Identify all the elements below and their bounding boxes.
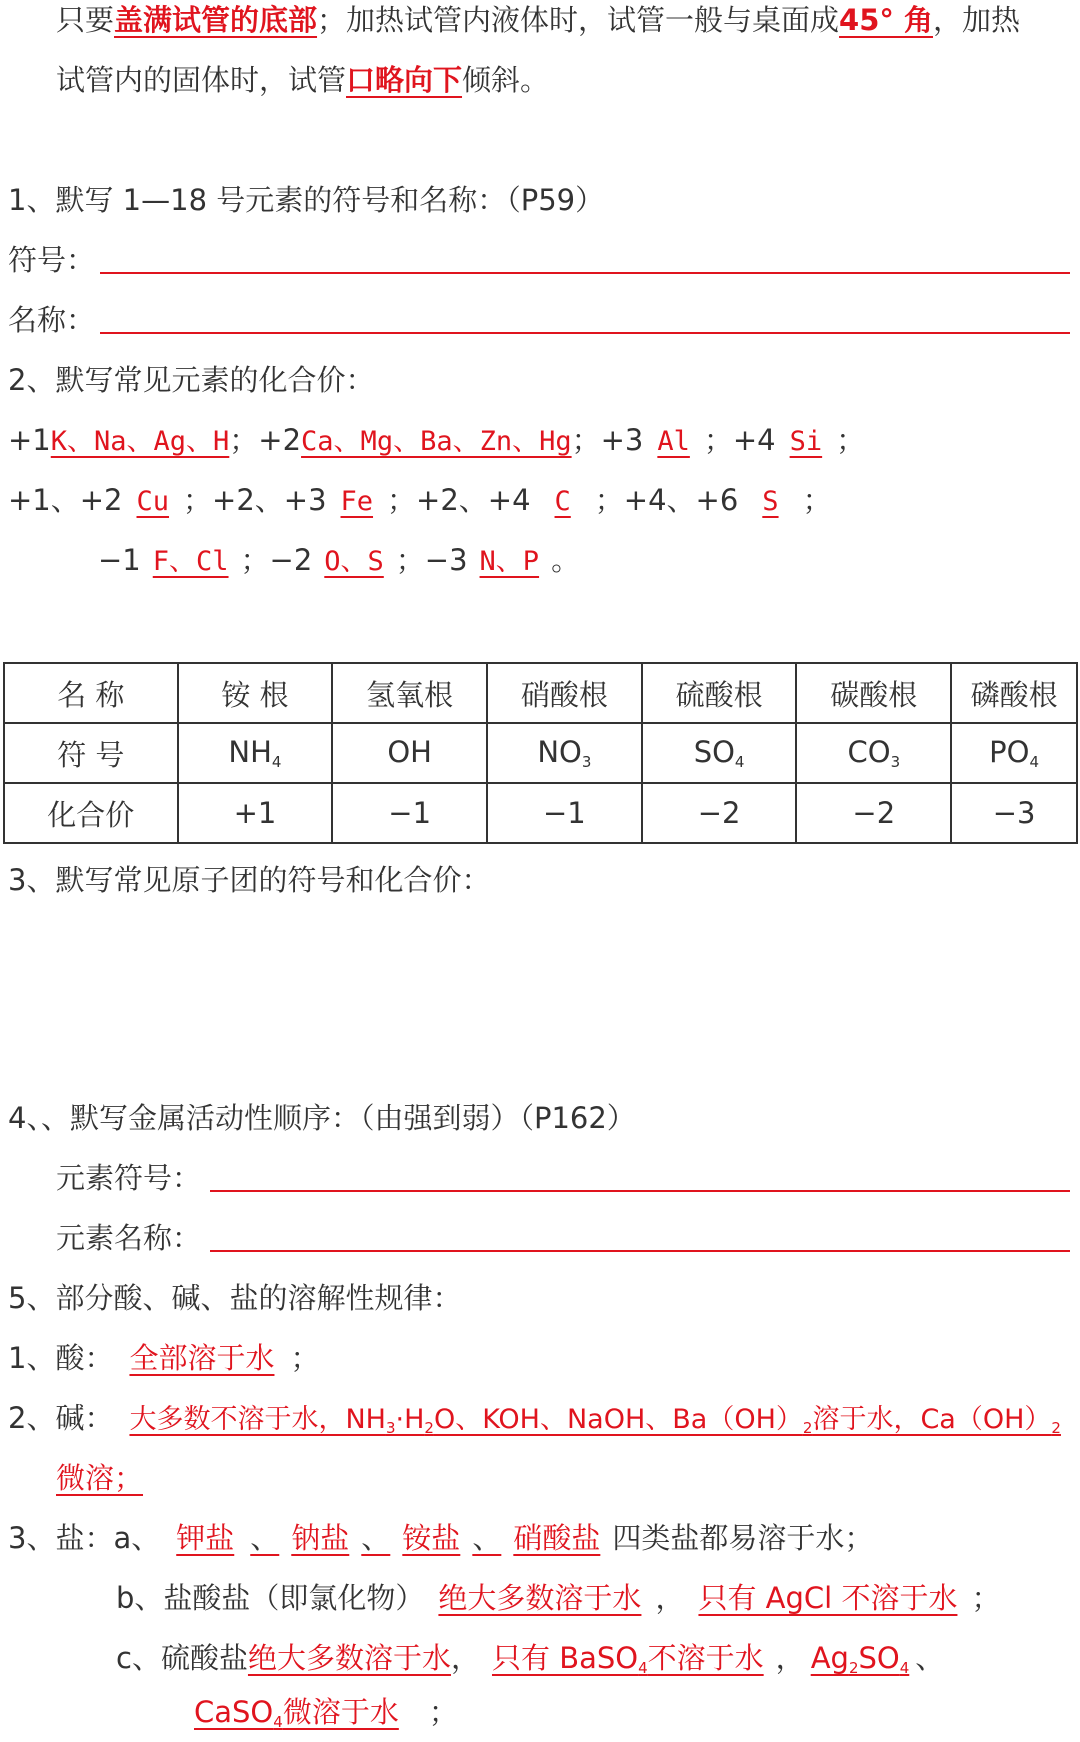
- answer-fill: 铵盐: [402, 1521, 461, 1555]
- q2-heading: 2、默写常见元素的化合价：: [8, 363, 375, 397]
- salt-c-label: c、硫酸盐: [116, 1641, 248, 1675]
- salt-label: 3、盐：a、: [8, 1521, 161, 1555]
- ion-name: 铵 根: [178, 663, 333, 723]
- answer-fill: S: [762, 486, 779, 517]
- intro-text: ；加热试管内液体时，试管一般与桌面成: [317, 3, 840, 37]
- subscript: 4: [638, 1659, 648, 1677]
- q4-name-label: 元素名称：: [56, 1221, 202, 1255]
- subscript: 3: [385, 1419, 396, 1437]
- q2-row-3: [98, 540, 580, 582]
- answer-fill: N、P: [479, 546, 540, 577]
- salt-c-end: ；: [428, 1695, 458, 1729]
- answer-fill: [480, 1641, 776, 1675]
- intro-text: 试管内的固体时，试管: [56, 63, 347, 97]
- answer-fill: K、Na、Ag、H: [50, 426, 230, 457]
- separator: 、: [915, 1641, 945, 1675]
- ion-valence: −3: [951, 783, 1077, 843]
- separator: ，: [775, 1641, 805, 1675]
- answer-part: O、KOH、NaOH、Ba（OH）: [433, 1404, 803, 1435]
- ion-symbol-subscript: 4: [734, 753, 745, 771]
- answer-fill: C: [554, 486, 571, 517]
- answer-fill: F、Cl: [152, 546, 229, 577]
- q2-row-2: [8, 480, 832, 522]
- separator: ，: [450, 1641, 480, 1675]
- answer-part: 不溶于水: [647, 1641, 764, 1675]
- answer-fill: Al: [657, 426, 690, 457]
- q5-base-cont: [56, 1458, 143, 1498]
- base-label: 2、碱：: [8, 1401, 114, 1435]
- intro-line-2: [56, 60, 549, 100]
- q4-heading: 4、、默写金属活动性顺序：（由强到弱）（P162）: [8, 1101, 636, 1135]
- valence-label: ；: [802, 483, 832, 517]
- ion-symbol-text: CO: [847, 735, 891, 769]
- answer-fill: 钾盐: [176, 1521, 235, 1555]
- answer-fill: 只有 AgCl 不溶于水: [698, 1581, 958, 1615]
- salt-b-end: ；: [971, 1581, 1001, 1615]
- answer-fill: 钠盐: [291, 1521, 350, 1555]
- answer-fill: 微溶；: [56, 1461, 144, 1495]
- intro-text: ，加热: [933, 3, 1021, 37]
- separator: 、: [472, 1521, 502, 1555]
- ion-valence: −2: [796, 783, 951, 843]
- q5-salt-c-cont: [164, 1692, 458, 1742]
- q1-name-label: 名称：: [8, 303, 96, 337]
- q5-salt-c-line: [116, 1638, 944, 1688]
- answer-fill: Fe: [340, 486, 374, 517]
- ion-symbol: [951, 723, 1077, 783]
- subscript: 2: [424, 1419, 434, 1437]
- q5-acid-line: [8, 1338, 319, 1378]
- valence-label: ；: [836, 423, 866, 457]
- valence-label: +1: [8, 423, 51, 457]
- valence-label: ；−2: [240, 543, 313, 577]
- valence-label: ；+2、+4: [387, 483, 531, 517]
- ion-name: 氢氧根: [332, 663, 487, 723]
- valence-label: ；+3: [571, 423, 644, 457]
- separator: ，: [655, 1581, 685, 1615]
- answer-part: ·H: [395, 1404, 425, 1435]
- ion-table: [3, 662, 1078, 844]
- valence-label: +1、+2: [8, 483, 123, 517]
- valence-label: ；−3: [395, 543, 468, 577]
- q5-salt-a-line: [8, 1518, 873, 1558]
- q2-row-1: [8, 420, 865, 462]
- ion-name: 硝酸根: [487, 663, 642, 723]
- salt-b-label: b、盐酸盐（即氯化物）: [116, 1581, 425, 1615]
- separator: 、: [250, 1521, 280, 1555]
- answer-fill: Cu: [136, 486, 170, 517]
- q5-base-line: [8, 1398, 1061, 1448]
- answer-fill: 绝大多数溶于水: [438, 1581, 642, 1615]
- ion-valence: −1: [487, 783, 642, 843]
- answer-fill: [805, 1641, 916, 1675]
- answer-part: 大多数不溶于水，NH: [129, 1404, 386, 1435]
- table-row-valences: [4, 783, 1077, 843]
- row-header-symbol: 符 号: [4, 723, 178, 783]
- subscript: 2: [802, 1419, 813, 1437]
- q1-name-blank: [100, 332, 1070, 334]
- q3-heading: 3、默写常见原子团的符号和化合价：: [8, 863, 491, 897]
- answer-part: 微溶于水: [282, 1695, 399, 1729]
- ion-symbol: [642, 723, 797, 783]
- answer-fill: O、S: [324, 546, 384, 577]
- answer-part: CaSO: [194, 1695, 274, 1729]
- answer-fill: 绝大多数溶于水: [247, 1641, 451, 1675]
- q4-name-blank: [210, 1250, 1070, 1252]
- valence-label: ；+2、+3: [183, 483, 327, 517]
- intro-text: 倾斜。: [462, 63, 550, 97]
- ion-symbol-text: NO: [537, 735, 582, 769]
- ion-symbol-subscript: 3: [581, 753, 592, 771]
- valence-label: 。: [551, 543, 581, 577]
- separator: 、: [361, 1521, 391, 1555]
- q5-heading: 5、部分酸、碱、盐的溶解性规律：: [8, 1281, 462, 1315]
- q4-symbol-label: 元素符号：: [56, 1161, 202, 1195]
- intro-line-1: [56, 0, 1020, 40]
- acid-label: 1、酸：: [8, 1341, 114, 1375]
- valence-label: −1: [98, 543, 141, 577]
- ion-symbol-subscript: 4: [271, 753, 282, 771]
- answer-fill: 口略向下: [346, 63, 463, 97]
- table-row-symbols: [4, 723, 1077, 783]
- q5-salt-b-line: [116, 1578, 1000, 1618]
- table-row-names: [4, 663, 1077, 723]
- row-header-name: 名 称: [4, 663, 178, 723]
- answer-fill: Ca、Mg、Ba、Zn、Hg: [301, 426, 572, 457]
- row-header-valence: 化合价: [4, 783, 178, 843]
- acid-end: ；: [290, 1341, 320, 1375]
- q1-heading: 1、默写 1—18 号元素的符号和名称：（P59）: [8, 183, 605, 217]
- answer-part: Ag: [810, 1641, 849, 1675]
- ion-symbol-subscript: 4: [1029, 753, 1040, 771]
- ion-symbol-text: PO: [989, 735, 1030, 769]
- ion-symbol: [796, 723, 951, 783]
- subscript: 2: [848, 1659, 859, 1677]
- answer-fill: 盖满试管的底部: [114, 3, 318, 37]
- answer-part: 只有 BaSO: [491, 1641, 639, 1675]
- subscript: 4: [899, 1659, 910, 1677]
- ion-valence: −2: [642, 783, 797, 843]
- answer-part: 溶于水，Ca（OH）: [812, 1404, 1052, 1435]
- answer-fill: 硝酸盐: [513, 1521, 601, 1555]
- answer-fill: 45° 角: [839, 3, 933, 37]
- salt-a-end: 四类盐都易溶于水；: [612, 1521, 874, 1555]
- valence-label: ；+2: [229, 423, 302, 457]
- ion-symbol: [178, 723, 333, 783]
- ion-symbol: [487, 723, 642, 783]
- subscript: 2: [1051, 1419, 1061, 1437]
- ion-name: 硫酸根: [642, 663, 797, 723]
- ion-symbol-text: SO: [693, 735, 735, 769]
- ion-name: 碳酸根: [796, 663, 951, 723]
- subscript: 4: [273, 1713, 283, 1731]
- ion-valence: −1: [332, 783, 487, 843]
- valence-label: ；+4: [703, 423, 776, 457]
- q1-symbol-blank: [100, 272, 1070, 274]
- ion-symbol: [332, 723, 487, 783]
- ion-name: 磷酸根: [951, 663, 1077, 723]
- answer-fill: [113, 1404, 1061, 1435]
- intro-text: 只要: [56, 3, 115, 37]
- ion-symbol-subscript: 3: [890, 753, 901, 771]
- answer-part: SO: [858, 1641, 900, 1675]
- q4-symbol-blank: [210, 1190, 1070, 1192]
- answer-fill: Si: [789, 426, 823, 457]
- ion-symbol-text: NH: [228, 735, 272, 769]
- answer-fill: [164, 1695, 429, 1729]
- answer-fill: 全部溶于水: [129, 1341, 275, 1375]
- valence-label: ；+4、+6: [594, 483, 739, 517]
- ion-symbol-text: OH: [387, 735, 432, 769]
- ion-valence: +1: [178, 783, 333, 843]
- q1-symbol-label: 符号：: [8, 243, 96, 277]
